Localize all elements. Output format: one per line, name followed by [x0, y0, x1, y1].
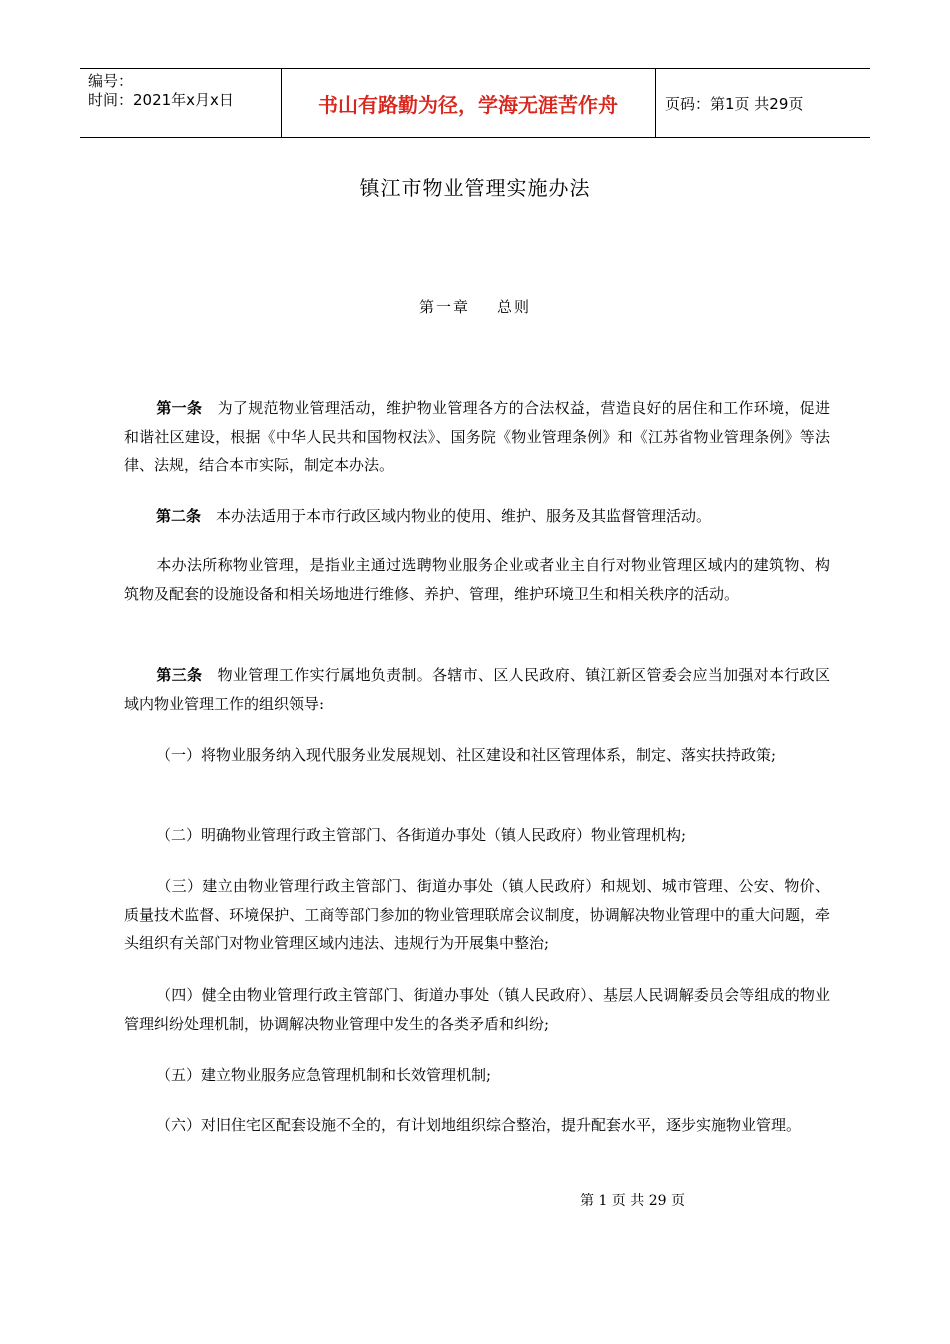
list-item	[124, 981, 830, 1038]
paragraph-text: 本办法适用于本市行政区域内物业的使用、维护、服务及其监督管理活动。	[216, 507, 712, 525]
paragraph-text: （一）将物业服务纳入现代服务业发展规划、社区建设和社区管理体系，制定、落实扶持政策;	[156, 746, 777, 764]
article-label: 第三条	[156, 666, 203, 684]
list-item	[124, 872, 830, 958]
paragraph	[124, 551, 830, 608]
header-meta	[88, 72, 278, 110]
list-item	[124, 741, 830, 770]
chapter-heading: 第一章 总则	[418, 298, 532, 316]
header-divider	[655, 69, 656, 137]
paragraph-text: 本办法所称物业管理，是指业主通过选聘物业服务企业或者业主自行对物业管理区域内的建筑物、构筑物及配套的设施设备和相关场地进行维修、养护、管理，维护环境卫生和相关秩序的活动。	[124, 556, 830, 603]
paragraph-article-1	[124, 394, 830, 480]
page-footer: 第 1 页 共 29 页	[580, 1193, 685, 1209]
paragraph-article-3	[124, 661, 830, 718]
document-title: 镇江市物业管理实施办法	[359, 176, 591, 200]
paragraph-text: （四）健全由物业管理行政主管部门、街道办事处（镇人民政府）、基层人民调解委员会等组成的物业管理纠纷处理机制，协调解决物业管理中发生的各类矛盾和纠纷;	[124, 986, 830, 1033]
list-item	[124, 821, 830, 850]
paragraph-text: 为了规范物业管理活动，维护物业管理各方的合法权益，营造良好的居住和工作环境，促进和谐社区建设，根据《中华人民共和国物权法》、国务院《物业管理条例》和《江苏省物业管理条例》等法律、法规，结合本市实际，制定本办法。	[124, 399, 830, 474]
number-label: 编号：	[88, 72, 134, 90]
list-item	[124, 1061, 830, 1090]
paragraph-text: （五）建立物业服务应急管理机制和长效管理机制;	[156, 1066, 492, 1084]
page-header	[80, 68, 870, 138]
paragraph-text: （二）明确物业管理行政主管部门、各街道办事处（镇人民政府）物业管理机构;	[156, 826, 687, 844]
paragraph-text: 物业管理工作实行属地负责制。各辖市、区人民政府、镇江新区管委会应当加强对本行政区域内物业管理工作的组织领导:	[124, 666, 830, 713]
paragraph-article-2	[124, 502, 830, 531]
paragraph-text: （三）建立由物业管理行政主管部门、街道办事处（镇人民政府）和规划、城市管理、公安、物价、质量技术监督、环境保护、工商等部门参加的物业管理联席会议制度，协调解决物业管理中的重大问题，牵头组织有关部门对物业管理区域内违法、违规行为开展集中整治;	[124, 877, 830, 952]
article-label: 第二条	[156, 507, 202, 525]
paragraph-text: （六）对旧住宅区配套设施不全的，有计划地组织综合整治，提升配套水平，逐步实施物业管理。	[156, 1116, 802, 1134]
header-page-info: 页码：第1页 共29页	[665, 94, 804, 113]
list-item	[124, 1111, 830, 1140]
time-label: 时间：2021年x月x日	[88, 91, 234, 109]
article-label: 第一条	[156, 399, 203, 417]
header-slogan: 书山有路勤为径，学海无涯苦作舟	[318, 92, 618, 117]
